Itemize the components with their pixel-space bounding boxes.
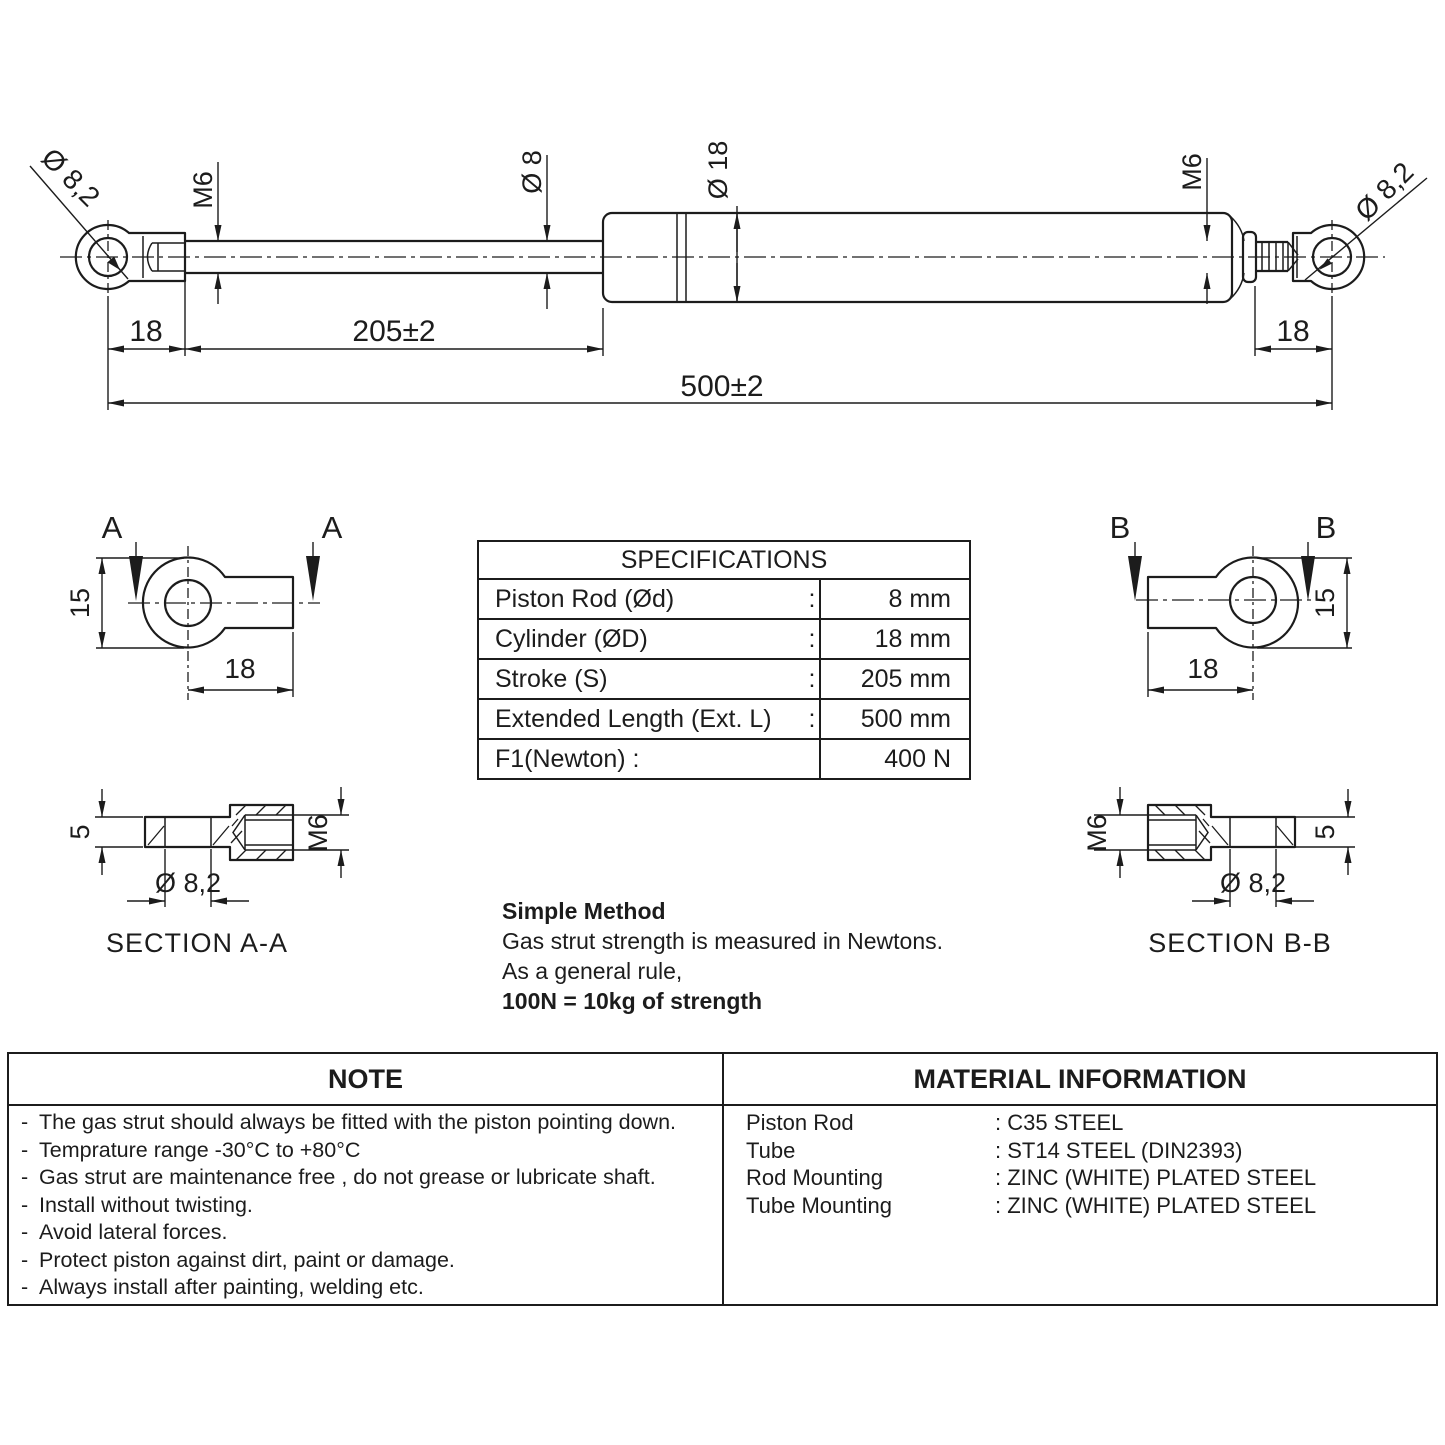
dim-b-width: 18 bbox=[1187, 653, 1219, 684]
material-list bbox=[724, 1106, 1436, 1304]
dim-a-thread: M6 bbox=[303, 814, 333, 852]
spec-value: 500 mm bbox=[819, 700, 969, 738]
list-item: - Avoid lateral forces. bbox=[21, 1220, 228, 1244]
dim-b-hole: Ø 8,2 bbox=[1219, 868, 1287, 898]
dim-a-thickness: 5 bbox=[65, 824, 95, 840]
table-row bbox=[479, 580, 969, 620]
simple-method-title: Simple Method bbox=[502, 898, 666, 924]
list-item: - Always install after painting, welding etc. bbox=[21, 1275, 424, 1299]
table-row bbox=[479, 660, 969, 700]
list-item: Tube : ST14 STEEL (DIN2393) bbox=[746, 1137, 1243, 1163]
dim-a-width: 18 bbox=[224, 653, 256, 684]
section-b-caption: SECTION B-B bbox=[1148, 928, 1332, 958]
label-thread-right: M6 bbox=[1177, 153, 1207, 191]
spec-label: Piston Rod (Ød) bbox=[495, 585, 675, 613]
section-a-hatching bbox=[148, 805, 286, 860]
spec-label: Cylinder (ØD) bbox=[495, 625, 648, 653]
note-material-table bbox=[7, 1052, 1438, 1306]
section-b-body bbox=[1148, 805, 1295, 860]
dim-a-hole: Ø 8,2 bbox=[154, 868, 222, 898]
table-row bbox=[479, 740, 969, 778]
spec-colon: : bbox=[808, 625, 816, 653]
spec-value: 400 N bbox=[819, 740, 969, 778]
table-row bbox=[479, 620, 969, 660]
list-item: Tube Mounting : ZINC (WHITE) PLATED STEEL bbox=[746, 1192, 1317, 1218]
spec-label: F1(Newton) : bbox=[495, 745, 640, 773]
label-eye-dia-right: Ø 8,2 bbox=[1349, 156, 1420, 227]
section-a-caption: SECTION A-A bbox=[105, 928, 289, 958]
dim-eye-left: 18 bbox=[129, 315, 163, 348]
table-row bbox=[479, 700, 969, 740]
section-b-letter-right: B bbox=[1315, 510, 1337, 545]
section-b-cut-view bbox=[1082, 787, 1355, 958]
section-b-hatching bbox=[1155, 805, 1293, 860]
spec-label: Stroke (S) bbox=[495, 665, 608, 693]
list-item: - The gas strut should always be fitted with the piston pointing down. bbox=[21, 1110, 677, 1134]
section-a-front-view bbox=[65, 510, 343, 700]
section-a-letter-left: A bbox=[101, 510, 123, 545]
spec-colon bbox=[805, 740, 819, 778]
dim-b-thread: M6 bbox=[1082, 814, 1112, 852]
simple-method-line: Gas strut strength is measured in Newtons. bbox=[502, 928, 944, 954]
spec-label: Extended Length (Ext. L) bbox=[495, 705, 772, 733]
list-item: - Temprature range -30°C to +80°C bbox=[21, 1137, 361, 1162]
section-arrow-a-left bbox=[129, 556, 143, 601]
simple-method-rule: 100N = 10kg of strength bbox=[502, 988, 763, 1014]
section-a-body bbox=[145, 805, 293, 860]
spec-table-title: SPECIFICATIONS bbox=[479, 542, 969, 580]
label-eye-dia-left: Ø 8,2 bbox=[35, 142, 106, 213]
dim-eye-right: 18 bbox=[1276, 315, 1310, 348]
dim-stroke: 205±2 bbox=[352, 315, 436, 348]
spec-colon: : bbox=[808, 705, 816, 733]
section-a-cut-view bbox=[65, 787, 349, 958]
spec-colon: : bbox=[808, 665, 816, 693]
note-list bbox=[9, 1106, 722, 1304]
label-thread-left: M6 bbox=[188, 171, 218, 209]
list-item: - Protect piston against dirt, paint or damage. bbox=[21, 1247, 455, 1272]
dim-a-height: 15 bbox=[65, 587, 95, 619]
list-item: - Install without twisting. bbox=[21, 1192, 253, 1217]
note-title: NOTE bbox=[9, 1054, 722, 1106]
list-item: - Gas strut are maintenance free , do not grease or lubricate shaft. bbox=[21, 1165, 656, 1189]
simple-method-line: As a general rule, bbox=[502, 958, 683, 984]
section-a-letter-right: A bbox=[321, 510, 343, 545]
dim-total-length: 500±2 bbox=[680, 370, 764, 403]
material-title: MATERIAL INFORMATION bbox=[724, 1054, 1436, 1106]
spec-colon: : bbox=[808, 585, 816, 613]
list-item: Rod Mounting : ZINC (WHITE) PLATED STEEL bbox=[746, 1165, 1317, 1190]
section-b-letter-left: B bbox=[1109, 510, 1131, 545]
list-item: Piston Rod : C35 STEEL bbox=[746, 1110, 1124, 1135]
dim-b-height: 15 bbox=[1310, 587, 1340, 619]
section-arrow-b-left bbox=[1128, 556, 1142, 601]
spec-value: 205 mm bbox=[819, 660, 969, 698]
spec-value: 18 mm bbox=[819, 620, 969, 658]
section-b-front-view bbox=[1110, 510, 1352, 700]
spec-value: 8 mm bbox=[819, 580, 969, 618]
specifications-table bbox=[477, 540, 971, 780]
material-column bbox=[724, 1054, 1436, 1304]
dim-b-thickness: 5 bbox=[1310, 824, 1340, 840]
label-cylinder-dia: Ø 18 bbox=[703, 140, 733, 200]
simple-method-block bbox=[502, 896, 982, 1016]
gas-strut-side-view bbox=[30, 141, 1427, 410]
label-rod-dia: Ø 8 bbox=[517, 150, 547, 194]
section-arrow-a-right bbox=[306, 556, 320, 601]
note-column bbox=[9, 1054, 724, 1304]
